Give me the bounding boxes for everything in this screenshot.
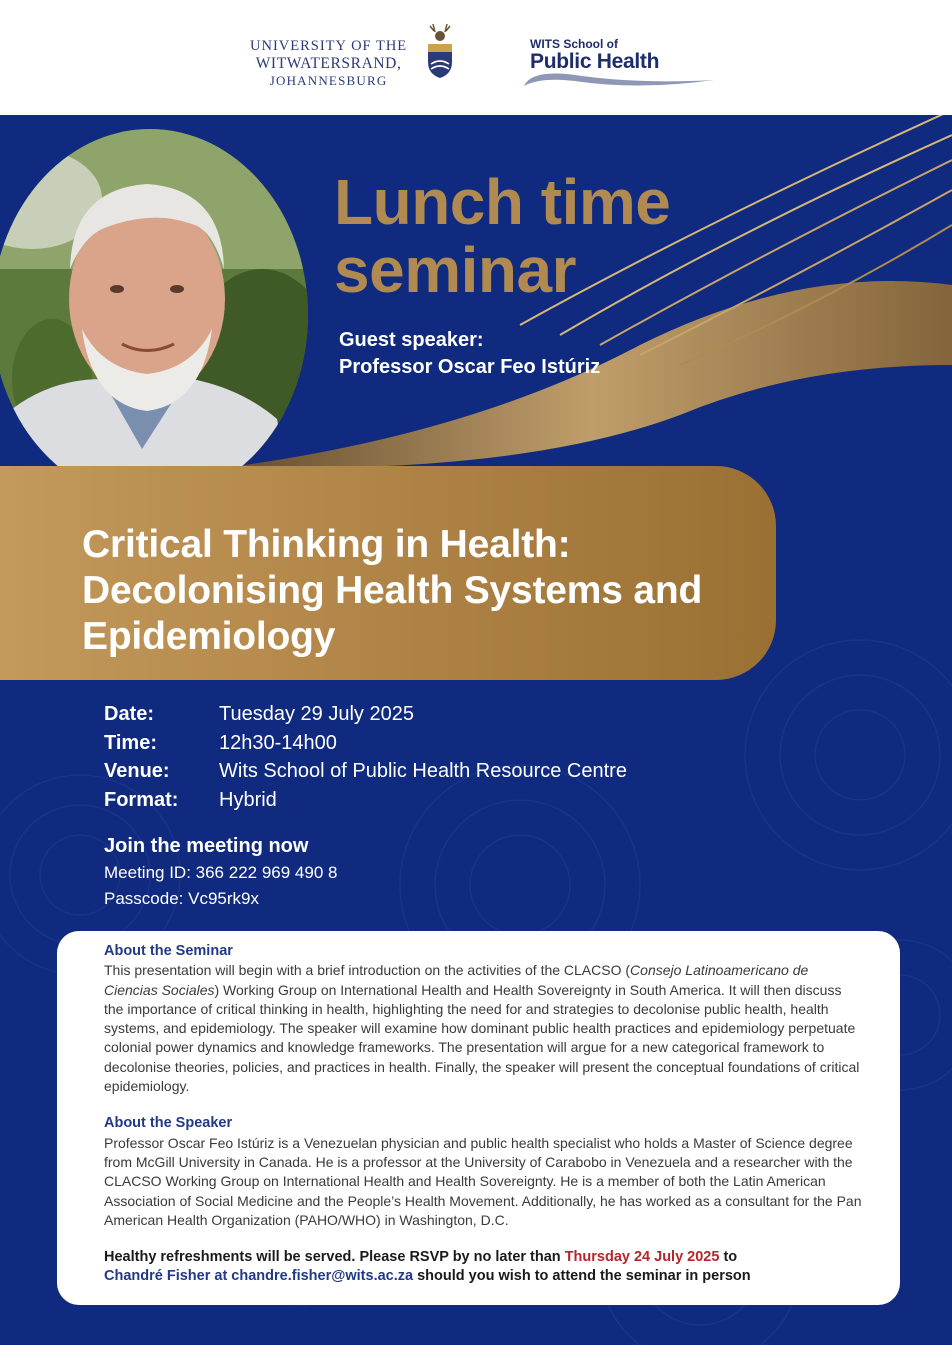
detail-value: Wits School of Public Health Resource Centre	[219, 760, 627, 783]
seminar-title	[82, 522, 702, 660]
meeting-id: Meeting ID: 366 222 969 490 8	[104, 863, 338, 882]
guest-speaker-label: Guest speaker:	[339, 329, 484, 351]
speaker-photo	[0, 129, 308, 501]
seminar-title-line1: Critical Thinking in Health:	[82, 523, 571, 566]
speaker-portrait-image	[0, 129, 308, 501]
event-details	[104, 700, 627, 815]
detail-value: 12h30-14h00	[219, 731, 337, 754]
school-line1: WITS School of	[530, 37, 618, 51]
detail-row-format	[104, 786, 627, 815]
join-meeting-heading: Join the meeting now	[104, 835, 309, 857]
title-line1: Lunch time	[334, 166, 671, 238]
seminar-title-line3: Epidemiology	[82, 615, 336, 658]
university-line2: WITWATERSRAND,	[255, 55, 402, 72]
detail-label: Format:	[104, 789, 179, 812]
about-speaker-heading: About the Speaker	[104, 1115, 233, 1132]
title-line2: seminar	[334, 234, 576, 306]
about-speaker-text: Professor Oscar Feo Istúriz is a Venezuelan physician and public health specialist who holds a Master of Science degree from McGill University in Canada. He is a professor at the University of Carabobo in Venezuela and a researcher with the CLACSO Working Group on International Health and Health Sovereignty. He is a member of both the Latin American Association of Social Medicine and the People’s Health Movement. Additionally, he has worked as a consultant for the Pan American Health Organization (PAHO/WHO) in Washington, D.C.	[104, 1134, 862, 1228]
rsvp-contact-link[interactable]: Chandré Fisher at chandre.fisher@wits.ac.za	[104, 1268, 414, 1285]
about-seminar-text: This presentation will begin with a brief introduction on the activities of the CLACSO (Consejo Latinoamericano de Ciencias Sociales) Working Group on International Health and Health Sovereignty in South America. It will then discuss the importance of critical thinking in health, highlighting the need for and strategies to decolonise public health, health systems, and epidemiology. The speaker will examine how dominant public health practices and epidemiology perpetuate colonial power dynamics and knowledge frameworks. The presentation will argue for a new categorical framework to decolonise theories, policies, and practices in health. Finally, the speaker will present the conceptual foundations of critical epidemiology.	[104, 962, 860, 1095]
clacso-name: Consejo Latinoamericano de Ciencias Sociales	[104, 962, 809, 998]
detail-row-venue	[104, 757, 627, 786]
university-line3: JOHANNESBURG	[269, 73, 388, 88]
detail-label: Time:	[104, 731, 157, 754]
detail-value: Hybrid	[219, 789, 277, 812]
rsvp-deadline: Thursday 24 July 2025	[564, 1249, 720, 1266]
wits-wordmark	[250, 38, 407, 89]
detail-row-date	[104, 700, 627, 729]
meeting-info	[104, 832, 337, 912]
about-seminar-heading: About the Seminar	[104, 943, 233, 959]
guest-speaker-name: Professor Oscar Feo Istúriz	[339, 356, 601, 378]
detail-label: Venue:	[104, 760, 170, 783]
rsvp-note: Healthy refreshments will be served. Please RSVP by no later than Thursday 24 July 2025 to Chandré Fisher at chandre.fisher@wits.ac.za should you wish to attend the seminar in person	[104, 1249, 751, 1285]
meeting-passcode: Passcode: Vc95rk9x	[104, 889, 259, 908]
header	[0, 0, 952, 115]
university-line1: UNIVERSITY OF THE	[250, 38, 408, 54]
detail-label: Date:	[104, 703, 155, 725]
school-of-public-health-logo	[522, 34, 717, 92]
wits-crest-icon	[425, 22, 455, 80]
detail-row-time	[104, 729, 627, 758]
seminar-type-title	[334, 168, 670, 304]
school-line2: Public Health	[530, 50, 660, 73]
detail-value: Tuesday 29 July 2025	[219, 703, 414, 725]
wits-university-logo	[250, 22, 460, 94]
seminar-title-line2: Decolonising Health Systems and	[82, 569, 703, 612]
info-card	[57, 931, 900, 1305]
guest-speaker	[339, 327, 600, 381]
